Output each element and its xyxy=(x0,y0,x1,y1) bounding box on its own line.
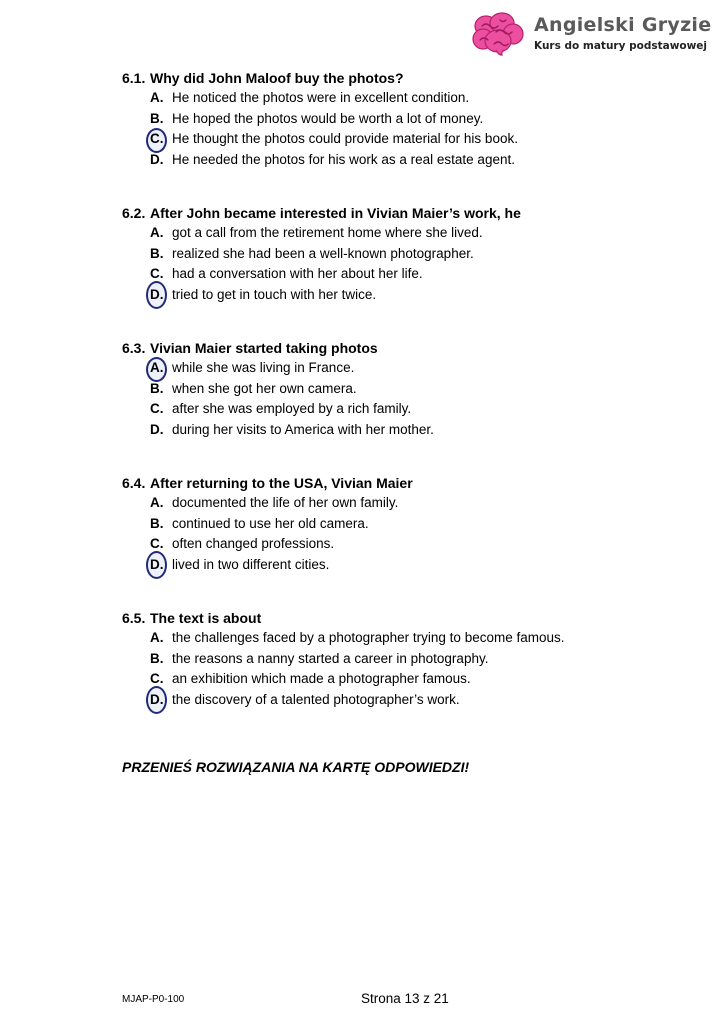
option-c: C. an exhibition which made a photographer famous. xyxy=(150,671,471,687)
question-number: 6.5. xyxy=(122,610,146,626)
brand-subtitle: Kurs do matury podstawowej xyxy=(534,40,708,52)
option-a: A. got a call from the retirement home where she lived. xyxy=(150,225,483,240)
option-a: A. the challenges faced by a photographer trying to become famous. xyxy=(150,630,565,645)
option-a: A. while she was living in France. xyxy=(122,358,682,379)
option-b: B. realized she had been a well-known photographer. xyxy=(150,245,474,261)
option-b: B. continued to use her old camera. xyxy=(150,515,369,531)
question-title xyxy=(122,338,682,358)
option-a: A. He noticed the photos were in excellent condition. xyxy=(150,90,470,105)
brain-icon xyxy=(472,12,524,56)
option-d: D. tried to get in touch with her twice. xyxy=(122,285,682,306)
option-b: B. the reasons a nanny started a career in photography. xyxy=(150,650,489,666)
question-6-3 xyxy=(122,338,682,440)
option-d: D. during her visits to America with her mother. xyxy=(150,421,434,437)
question-6-5 xyxy=(122,608,682,710)
question-number: 6.3. xyxy=(122,340,146,356)
option-b: B. He hoped the photos would be worth a lot of money. xyxy=(150,110,484,126)
option-c: C. often changed professions. xyxy=(150,536,335,552)
option-d: D. the discovery of a talented photographer’s work. xyxy=(122,690,682,711)
brand-title: Angielski Gryzie xyxy=(534,14,712,36)
option-c: C. after she was employed by a rich family. xyxy=(150,401,412,417)
question-prompt: Why did John Maloof buy the photos? xyxy=(150,70,404,86)
question-title xyxy=(122,473,682,493)
option-a: A. documented the life of her own family. xyxy=(150,495,399,510)
question-number: 6.1. xyxy=(122,70,146,86)
question-prompt: The text is about xyxy=(150,610,262,626)
question-number: 6.4. xyxy=(122,475,146,491)
question-title xyxy=(122,203,682,223)
question-6-4 xyxy=(122,473,682,575)
option-c: C. had a conversation with her about her life. xyxy=(150,266,423,282)
question-6-2 xyxy=(122,203,682,305)
page-number: Strona 13 z 21 xyxy=(361,991,449,1006)
transfer-instruction: PRZENIEŚ ROZWIĄZANIA NA KARTĘ ODPOWIEDZI! xyxy=(122,759,470,775)
question-title xyxy=(122,68,682,88)
exam-code: MJAP-P0-100 xyxy=(122,994,185,1005)
brand-logo xyxy=(472,10,712,60)
question-title xyxy=(122,608,682,628)
option-b: B. when she got her own camera. xyxy=(150,380,357,396)
option-d: D. He needed the photos for his work as a real estate agent. xyxy=(150,151,515,167)
question-number: 6.2. xyxy=(122,205,146,221)
question-prompt: After John became interested in Vivian Maier’s work, he xyxy=(150,205,521,221)
question-prompt: After returning to the USA, Vivian Maier xyxy=(150,475,413,491)
option-d: D. lived in two different cities. xyxy=(122,555,682,576)
question-prompt: Vivian Maier started taking photos xyxy=(150,340,378,356)
question-6-1 xyxy=(122,68,682,170)
option-c: C. He thought the photos could provide material for his book. xyxy=(122,129,682,150)
